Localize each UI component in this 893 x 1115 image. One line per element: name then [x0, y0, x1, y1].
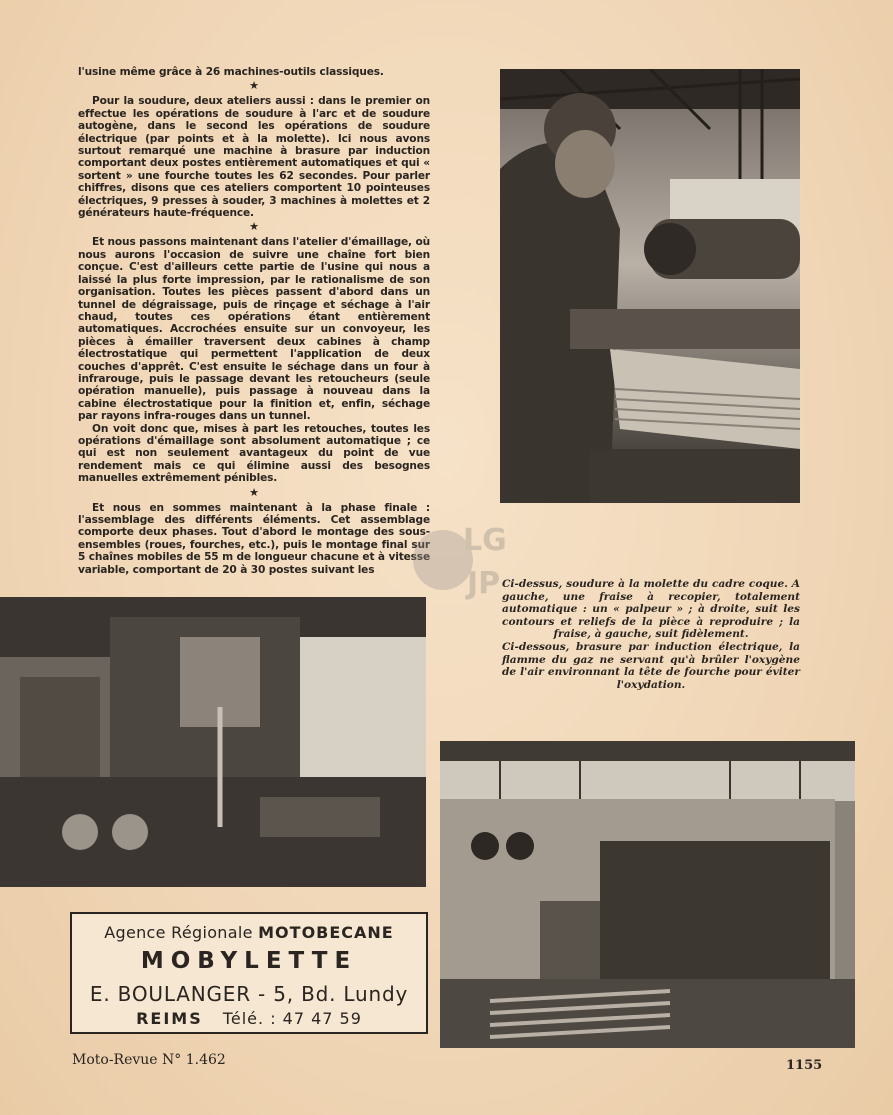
article-paragraph: Pour la soudure, deux ateliers aussi : dans le premier on effectue les opérations de soudure à l'arc et de soudure autogène, dans le second les opérations de soudure électrique (par points et à la molette). Ici nous avons surtout remarqué une machine à brasure par induction comportant deux postes entièrement automatiques et qui « sortent » une fourche toutes les 62 secondes. Pour parler chiffres, disons que ces ateliers comportent 10 pointeuses électriques, 9 presses à souder, 3 machines à molettes et 2 générateurs haute-fréquence.: [78, 95, 430, 220]
caption-lower: Ci-dessous, brasure par induction électrique, la flamme du gaz ne servant qu'à brûler l'oxygène de l'air environnant la tête de fourche pour éviter l'oxydation.: [502, 640, 800, 691]
ad-product-name: MOBYLETTE: [140, 948, 358, 974]
ad-agency-line: [72, 923, 426, 942]
ad-address: E. BOULANGER - 5, Bd. Lundy: [89, 982, 409, 1006]
photo-milling-machine: [0, 597, 426, 887]
watermark-text-2: JP: [467, 566, 501, 601]
separator-star: ★: [249, 79, 259, 93]
article-paragraph: Et nous en sommes maintenant à la phase finale : l'assemblage des différents éléments. Cet assemblage comporte deux phases. Tout d'abord le montage des sous-ensembles (roues, fourches, etc.), puis le montage final sur 5 chaînes mobiles de 55 m de longueur chacune et à vitesse variable, comportant de 20 à 30 postes suivant les: [78, 501, 430, 576]
caption-upper: Ci-dessus, soudure à la molette du cadre coque. A gauche, une fraise à recopier, totalement automatique : un « palpeur » ; à droite, suit les contours et reliefs de la pièce à reproduire ; la fraise, à gauche, suit fidèlement.: [502, 578, 800, 641]
article-paragraph: l'usine même grâce à 26 machines-outils classiques.: [78, 66, 384, 78]
ad-agency-prefix: Agence Régionale: [104, 923, 253, 942]
article-paragraph: Et nous passons maintenant dans l'atelier d'émaillage, où nous aurons l'occasion de suivre une chaîne fort bien conçue. C'est d'ailleurs cette partie de l'usine qui nous a laissé la plus forte impression, par le rationalisme de son organisation. Toutes les pièces passent d'abord dans un tunnel de dégraissage, puis de rinçage et séchage à l'air chaud, toutes ces opérations étant entièrement automatiques. Accrochées ensuite sur un convoyeur, les pièces à émailler traversent deux cabines à champ électrostatique qui permettent l'application de deux couches d'apprêt. C'est ensuite le séchage dans un four à infrarouge, puis le passage devant les retoucheurs (seule opération manuelle), puis passage à nouveau dans la cabine électrostatique pour la finition et, enfin, séchage par rayons infra-rouges dans un tunnel.: [78, 236, 430, 423]
ad-phone: Télé. : 47 47 59: [222, 1009, 362, 1028]
watermark-text-1: LG: [463, 523, 507, 558]
ad-agency-brand: MOTOBECANE: [258, 923, 394, 942]
footer-magazine-issue: Moto-Revue N° 1.462: [72, 1052, 226, 1068]
photo-induction-brazing: [440, 741, 855, 1048]
footer-page-number: 1155: [786, 1058, 823, 1073]
article-text: [78, 66, 430, 576]
separator-star: ★: [249, 220, 259, 234]
ad-contact-line: [72, 1009, 426, 1028]
photo-caption: [502, 578, 800, 691]
advertisement-box: [70, 912, 428, 1034]
ad-city: REIMS: [136, 1009, 203, 1028]
photo-welding-worker: [500, 69, 800, 503]
separator-star: ★: [249, 485, 259, 499]
article-paragraph: On voit donc que, mises à part les retouches, toutes les opérations d'émaillage sont absolument automatique ; ce qui est non seulement avantageux du point de vue rendement mais ce qui élimine aussi des besognes manuelles extrêmement pénibles.: [78, 422, 430, 485]
